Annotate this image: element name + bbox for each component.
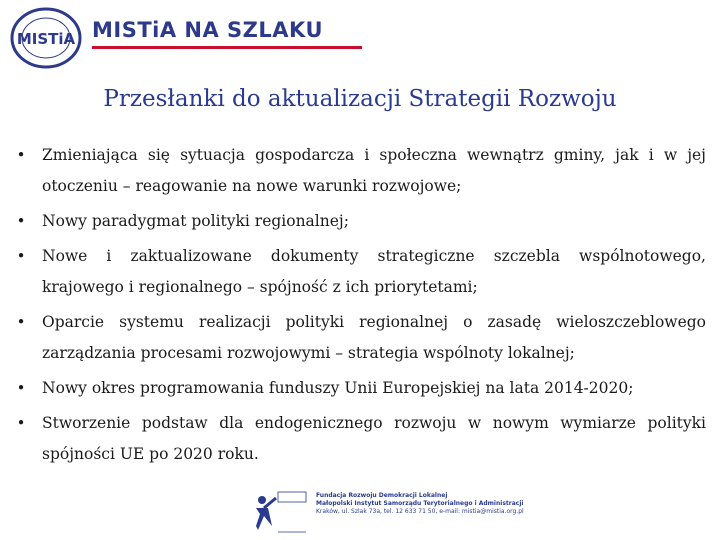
bullet-item [14, 408, 706, 470]
bullet-list [14, 140, 706, 474]
bullet-text: Stworzenie podstaw dla endogenicznego rozwoju w nowym wymiarze polityki spójności UE po 2020 roku. [42, 414, 706, 463]
bullet-text: Nowy okres programowania funduszy Unii Europejskiej na lata 2014-2020; [42, 379, 634, 397]
mistia-seal-logo [8, 6, 84, 70]
slide-title: Przesłanki do aktualizacji Strategii Rozwoju [103, 86, 617, 112]
bullet-item [14, 307, 706, 369]
bullet-dot-icon: • [16, 414, 26, 432]
brand-name: MISTiA NA SZLAKU [92, 18, 324, 42]
footer-text [316, 492, 524, 516]
bullet-text: Zmieniająca się sytuacja gospodarcza i społeczna wewnątrz gminy, jak i w jej otoczeniu – reagowanie na nowe warunki rozwojowe; [42, 146, 706, 195]
footer-line-3: Kraków, ul. Szlak 73a, tel. 12 633 71 50, e-mail: mistia@mistia.org.pl [316, 508, 524, 515]
bullet-text: Nowe i zaktualizowane dokumenty strategiczne szczebla wspólnotowego, krajowego i regionalnego – spójność z ich priorytetami; [42, 247, 706, 296]
fundacja-logo [250, 486, 308, 536]
bullet-item [14, 241, 706, 303]
brand-underline [92, 46, 362, 49]
bullet-dot-icon: • [16, 379, 26, 397]
footer-line-2: Małopolski Instytut Samorządu Terytorialnego i Administracji [316, 500, 524, 507]
bullet-text: Oparcie systemu realizacji polityki regionalnej o zasadę wieloszczeblowego zarządzania procesami rozwojowymi – strategia wspólnoty lokalnej; [42, 313, 706, 362]
svg-text:MISTiA: MISTiA [16, 30, 76, 48]
footer-line-1: Fundacja Rozwoju Demokracji Lokalnej [316, 492, 448, 499]
bullet-item [14, 373, 706, 404]
bullet-dot-icon: • [16, 313, 26, 331]
bullet-dot-icon: • [16, 212, 26, 230]
bullet-item [14, 206, 706, 237]
bullet-dot-icon: • [16, 247, 26, 265]
bullet-dot-icon: • [16, 146, 26, 164]
bullet-item [14, 140, 706, 202]
bullet-text: Nowy paradygmat polityki regionalnej; [42, 212, 349, 230]
